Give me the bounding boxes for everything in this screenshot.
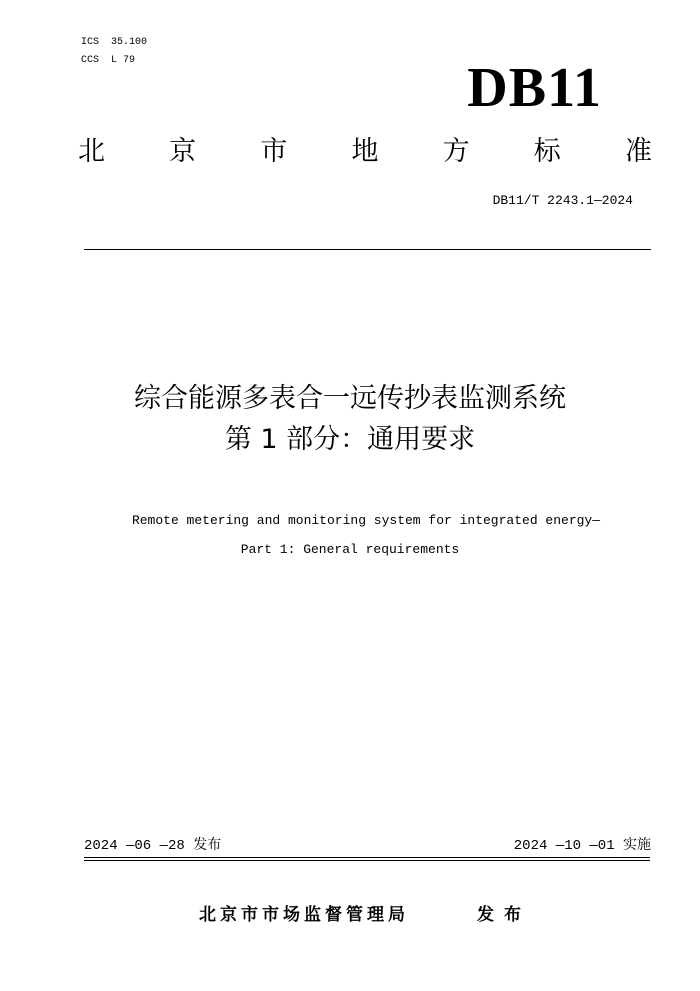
standard-class-char: 方 xyxy=(442,136,470,167)
standard-classification xyxy=(78,134,652,170)
english-title-line-2: Part 1: General requirements xyxy=(240,542,460,557)
chinese-title-line-1: 综合能源多表合一远传抄表监测系统 xyxy=(134,383,566,414)
ccs-code: CCS L 79 xyxy=(81,55,136,66)
db11-logo: DB11 xyxy=(467,57,602,119)
footer-divider-top xyxy=(84,857,650,858)
chinese-title-line-2: 第 1 部分：通用要求 xyxy=(224,424,476,455)
publish-label: 发布 xyxy=(477,905,531,925)
standard-class-char: 北 xyxy=(78,136,105,167)
standard-class-char: 地 xyxy=(351,136,379,167)
standard-number: DB11/T 2243.1—2024 xyxy=(492,193,633,208)
standard-class-char: 标 xyxy=(533,136,561,167)
header-divider xyxy=(84,249,651,250)
standard-class-char: 准 xyxy=(624,136,652,167)
standard-class-char: 京 xyxy=(169,136,197,167)
publisher-name: 北京市市场监督管理局 xyxy=(199,905,409,925)
issue-date: 2024 —06 —28 发布 xyxy=(84,838,222,854)
english-title-line-1: Remote metering and monitoring system for integrated energy— xyxy=(131,513,601,528)
ics-code: ICS 35.100 xyxy=(81,37,148,48)
standard-class-char: 市 xyxy=(260,136,288,167)
footer-divider-bottom xyxy=(84,860,650,861)
implementation-date: 2024 —10 —01 实施 xyxy=(513,838,651,854)
